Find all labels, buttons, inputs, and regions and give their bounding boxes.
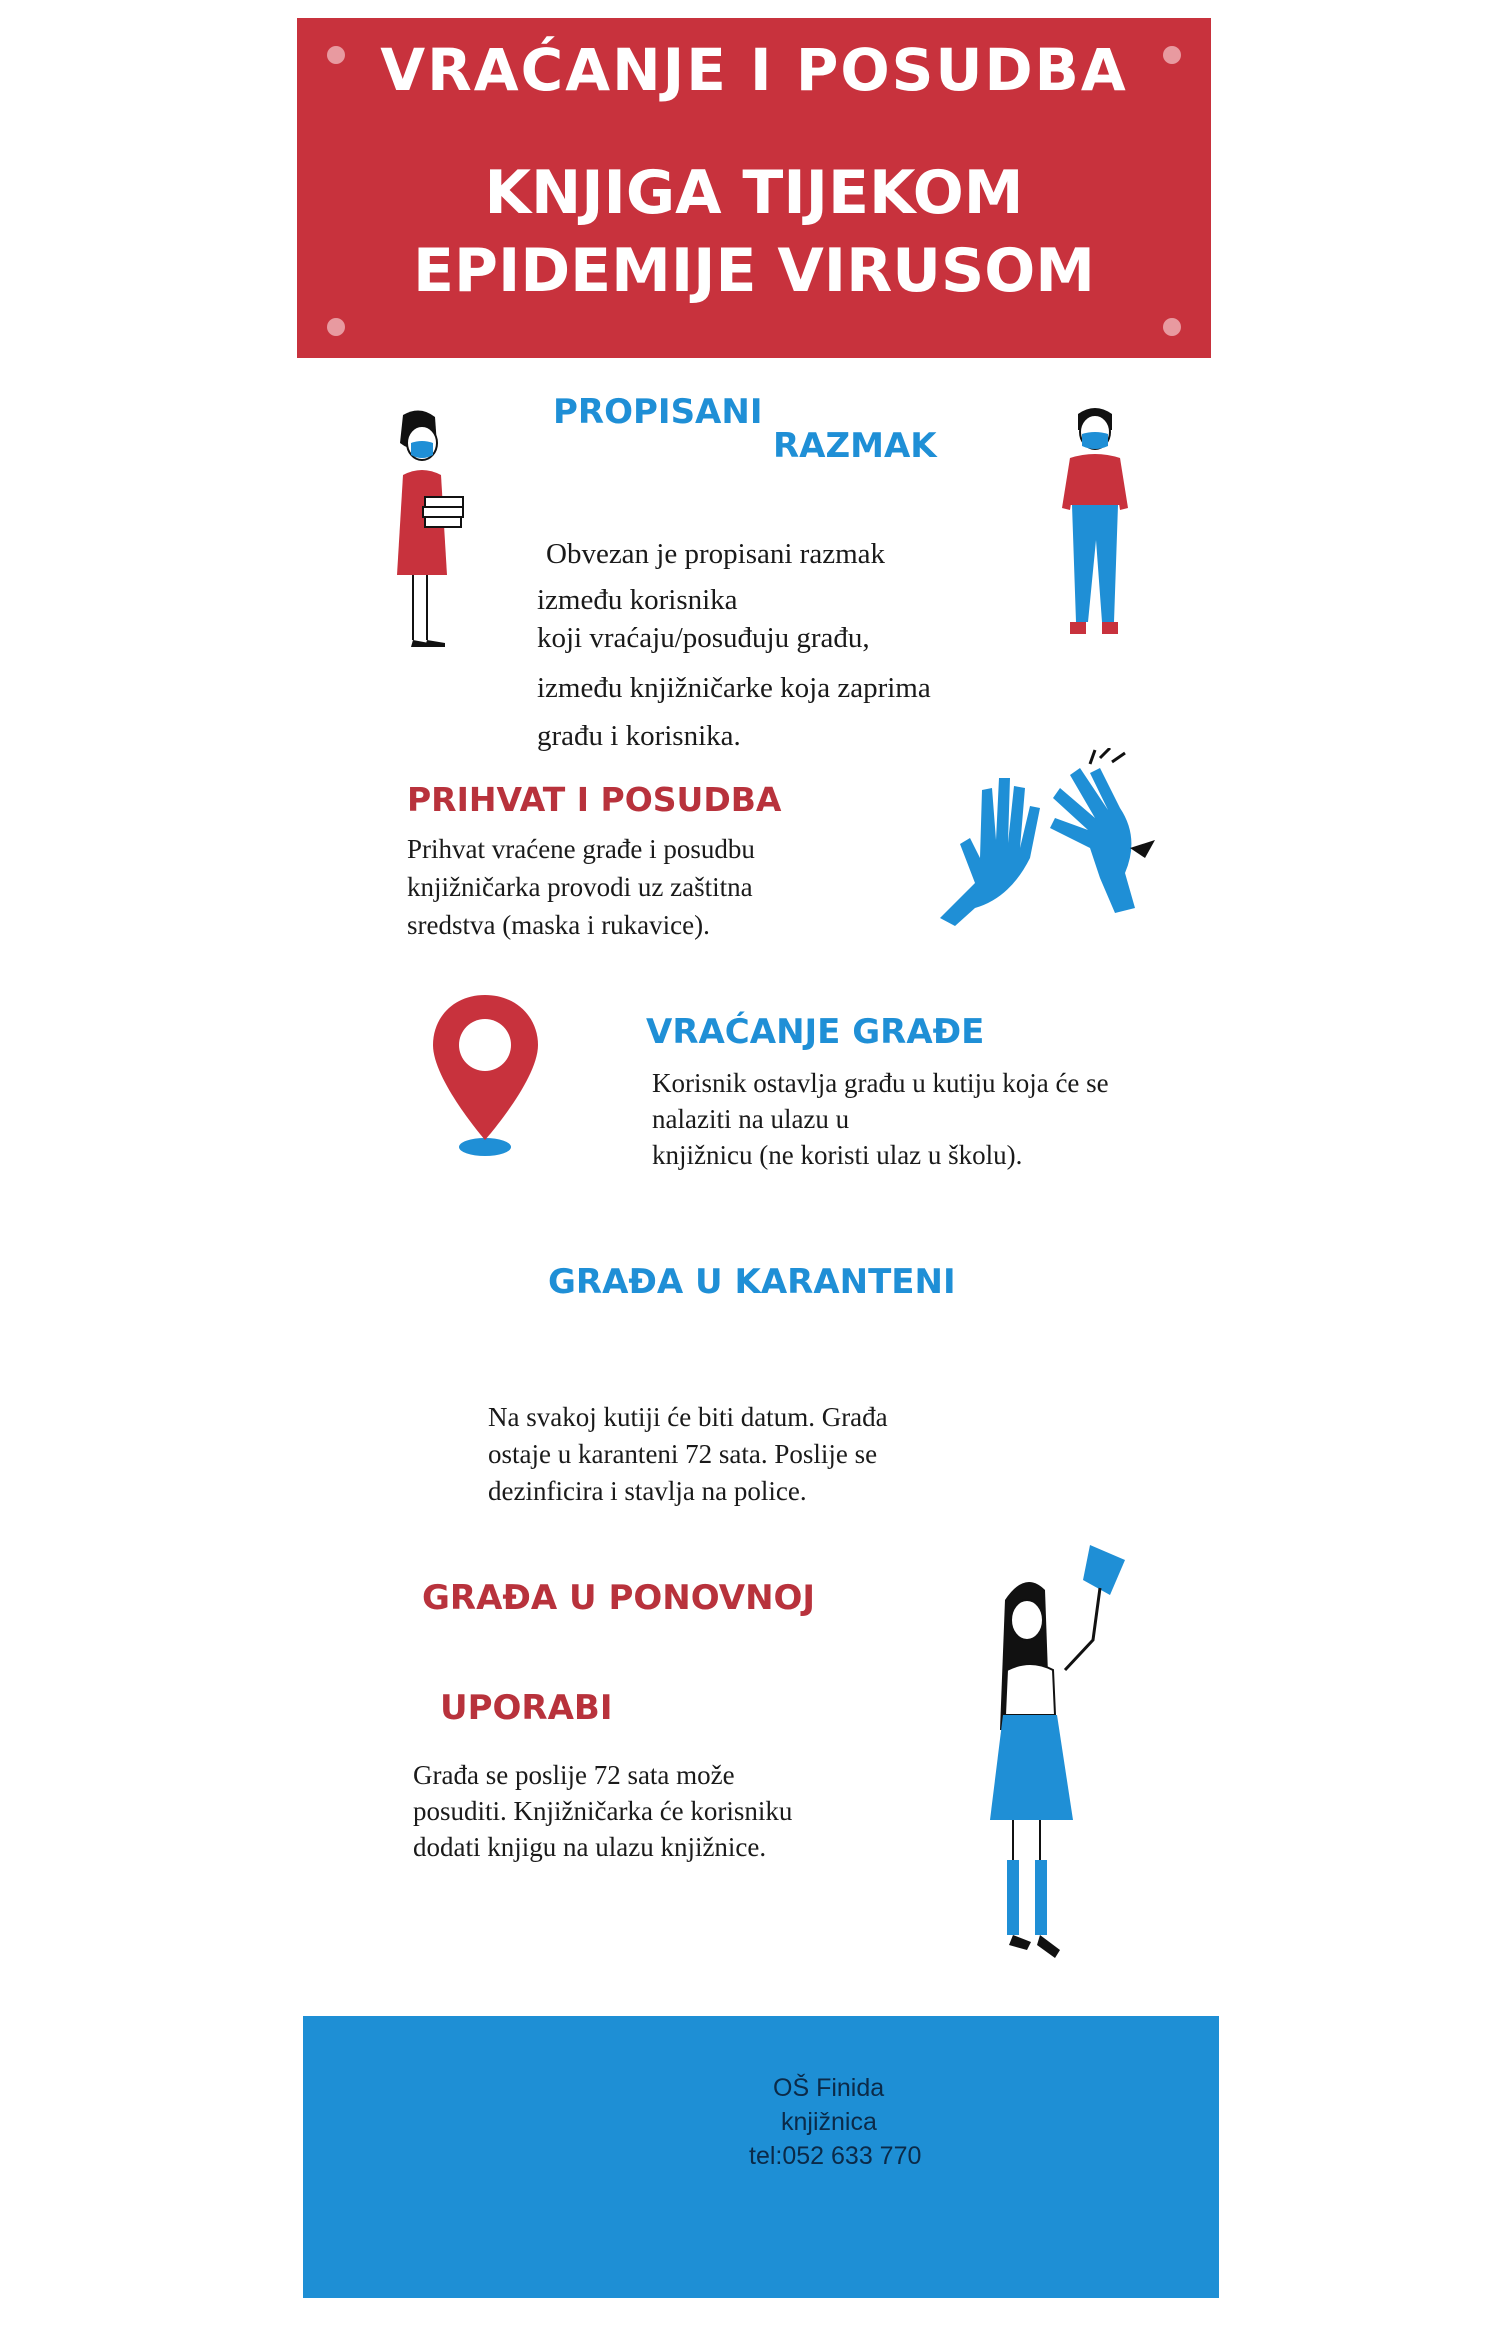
footer-banner [303, 2016, 1219, 2298]
karantena-text-line: ostaje u karanteni 72 sata. Poslije se [488, 1439, 878, 1469]
vracanje-text-line: nalaziti na ulazu u [652, 1104, 850, 1134]
prihvat-text-line: Prihvat vraćene građe i posudbu [407, 834, 755, 864]
uporaba-heading-part2: UPORABI [440, 1688, 613, 1728]
razmak-text-line: Obvezan je propisani razmak [546, 538, 885, 570]
woman-with-books-illustration [375, 405, 485, 655]
razmak-text-line: koji vraćaju/posuđuju građu, [537, 622, 870, 654]
decorative-dot [1163, 318, 1181, 336]
uporaba-text-line: Građa se poslije 72 sata može [413, 1760, 735, 1790]
prihvat-text-line: sredstva (maska i rukavice). [407, 910, 710, 940]
karantena-text-line: Na svakoj kutiji će biti datum. Građa [488, 1402, 888, 1432]
map-pin-icon [428, 990, 543, 1160]
banner-subtitle-line2: EPIDEMIJE VIRUSOM [413, 236, 1095, 306]
razmak-text-line: građu i korisnika. [537, 720, 741, 752]
footer-phone: tel:052 633 770 [749, 2142, 922, 2170]
razmak-text-line: između korisnika [537, 584, 738, 616]
girl-holding-book-illustration [985, 1540, 1155, 2010]
vracanje-text-line: Korisnik ostavlja građu u kutiju koja će se [652, 1068, 1109, 1098]
gloves-illustration [930, 748, 1170, 928]
razmak-heading-part1: PROPISANI [553, 392, 763, 432]
prihvat-text-line: knjižničarka provodi uz zaštitna [407, 872, 753, 902]
uporaba-text-line: posuditi. Knjižničarka će korisniku [413, 1796, 793, 1826]
vracanje-heading: VRAĆANJE GRAĐE [646, 1012, 985, 1052]
karantena-heading: GRAĐA U KARANTENI [548, 1262, 956, 1302]
header-banner [297, 18, 1211, 358]
vracanje-text-line: knjižnicu (ne koristi ulaz u školu). [652, 1140, 1023, 1170]
razmak-text-line: između knjižničarke koja zaprima [537, 672, 931, 704]
razmak-heading-part2: RAZMAK [773, 426, 937, 466]
banner-subtitle-line1: KNJIGA TIJEKOM [484, 158, 1024, 228]
decorative-dot [327, 318, 345, 336]
prihvat-heading: PRIHVAT I POSUDBA [407, 780, 782, 819]
footer-library-label: knjižnica [781, 2108, 877, 2136]
footer-school-name: OŠ Finida [773, 2074, 885, 2102]
uporaba-heading-part1: GRAĐA U PONOVNOJ [422, 1578, 816, 1618]
uporaba-text-line: dodati knjigu na ulazu knjižnice. [413, 1832, 767, 1862]
karantena-text-line: dezinficira i stavlja na police. [488, 1476, 807, 1506]
man-with-mask-illustration [1040, 400, 1150, 650]
banner-title: VRAĆANJE I POSUDBA [380, 36, 1128, 104]
